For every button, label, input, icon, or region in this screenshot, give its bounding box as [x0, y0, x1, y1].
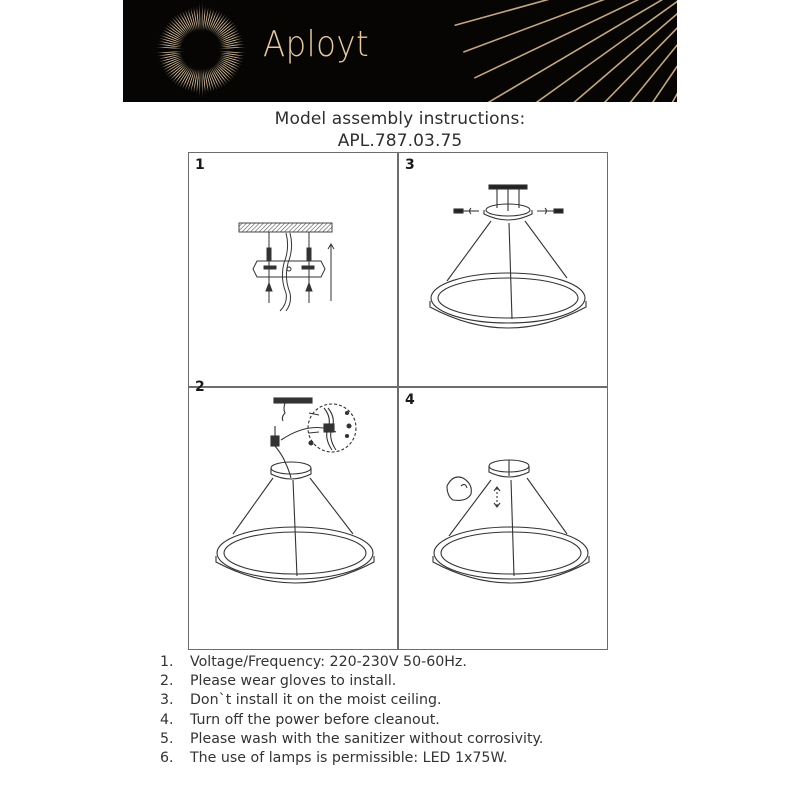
ceiling-bracket-mounting-icon: [189, 153, 397, 386]
safety-notes-list: [160, 653, 543, 768]
title-line: Model assembly instructions:: [274, 109, 526, 129]
step-1-panel: [189, 153, 397, 386]
step-number: 2: [195, 379, 205, 395]
canopy-screw-fixing-icon: [399, 153, 607, 386]
note-item: 6. The use of lamps is permissible: LED 1x75W.: [160, 750, 508, 767]
step-2-panel: [189, 379, 397, 649]
page-title: [0, 108, 800, 152]
step-4-panel: [399, 388, 607, 649]
height-adjustment-icon: [399, 388, 607, 649]
note-item: 2. Please wear gloves to install.: [160, 673, 397, 690]
note-item: 4. Turn off the power before cleanout.: [160, 711, 440, 728]
model-number: APL.787.03.75: [337, 131, 463, 151]
step-number: 1: [195, 157, 205, 173]
brand-banner: [123, 0, 677, 102]
note-item: 5. Please wash with the sanitizer without corrosivity.: [160, 730, 544, 747]
step-number: 4: [405, 392, 415, 408]
note-item: 3. Don`t install it on the moist ceiling.: [160, 692, 442, 709]
step-3-panel: [399, 153, 607, 386]
note-item: 1. Voltage/Frequency: 220-230V 50-60Hz.: [160, 654, 467, 670]
wire-connection-icon: [189, 388, 397, 649]
assembly-steps-grid: [188, 152, 608, 650]
step-number: 3: [405, 157, 415, 173]
brand-logo-text: Aployt: [263, 24, 370, 65]
sunburst-decoration-icon: [123, 0, 677, 102]
